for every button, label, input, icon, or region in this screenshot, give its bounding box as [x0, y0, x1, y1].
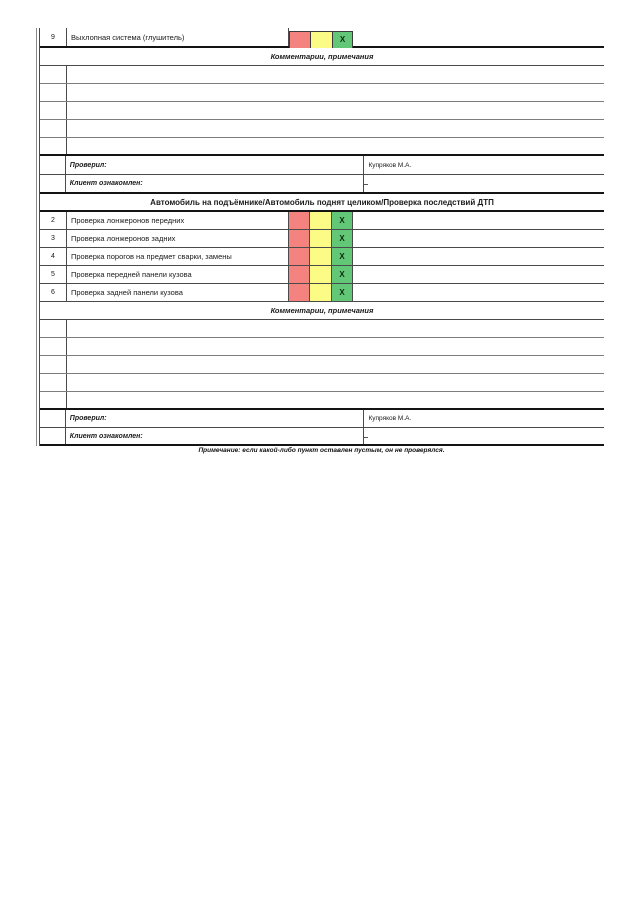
- stray-mark: [364, 437, 368, 438]
- spacer-cell: [40, 410, 66, 427]
- checked-by-row: [40, 156, 604, 175]
- notes-cell: [353, 248, 604, 265]
- comments-header-row: [40, 48, 604, 66]
- status-cell-red: [289, 266, 310, 283]
- row-label: Проверка порогов на предмет сварки, замены: [67, 248, 289, 265]
- status-cell-green: [332, 284, 353, 301]
- comment-row-number-cell: [40, 84, 67, 101]
- status-cell-yellow: [310, 230, 332, 247]
- comment-row-text-cell: [67, 66, 604, 83]
- comment-row-number-cell: [40, 120, 67, 137]
- checklist-row: [40, 284, 604, 302]
- notes-cell: [353, 212, 604, 229]
- row-number: 6: [40, 284, 67, 301]
- status-cell-yellow: [310, 284, 332, 301]
- row-number: 5: [40, 266, 67, 283]
- comment-row: [40, 320, 604, 338]
- status-cell-green: [332, 266, 353, 283]
- client-ack-row: [40, 428, 604, 446]
- spacer-cell: [40, 175, 66, 192]
- check-mark: X: [339, 269, 345, 279]
- inspection-table: [39, 28, 604, 446]
- row-number: 9: [40, 28, 67, 46]
- comment-row-text-cell: [67, 338, 604, 355]
- check-mark: X: [339, 35, 346, 44]
- comment-row-number-cell: [40, 66, 67, 83]
- comment-row-number-cell: [40, 338, 67, 355]
- row-label: Проверка лонжеронов передних: [67, 212, 289, 229]
- status-cells: [289, 28, 353, 46]
- status-cell-red: [289, 230, 310, 247]
- table-left-outer-border: [36, 28, 37, 446]
- checklist-row: [40, 212, 604, 230]
- checklist-row-exhaust: [40, 28, 604, 48]
- status-cell-green: [332, 230, 353, 247]
- comment-row: [40, 120, 604, 138]
- comment-row-number-cell: [40, 356, 67, 373]
- status-cell-red: [289, 212, 310, 229]
- status-cell-yellow: [310, 248, 332, 265]
- row-label: Проверка задней панели кузова: [67, 284, 289, 301]
- spacer-cell: [40, 428, 66, 444]
- checklist-row: [40, 266, 604, 284]
- status-cell-green: [332, 31, 353, 48]
- checklist-row: [40, 230, 604, 248]
- section-title-row: [40, 194, 604, 212]
- comment-row: [40, 66, 604, 84]
- notes-cell: [353, 284, 604, 301]
- comment-row: [40, 102, 604, 120]
- row-label: Проверка лонжеронов задних: [67, 230, 289, 247]
- checked-by-value: Купряков М.А.: [368, 161, 412, 169]
- row-number: 2: [40, 212, 67, 229]
- status-cell-green: [332, 248, 353, 265]
- check-mark: X: [339, 287, 345, 297]
- comment-row-text-cell: [67, 120, 604, 137]
- row-number: 3: [40, 230, 67, 247]
- status-cell-yellow: [310, 212, 332, 229]
- status-cell-red: [289, 31, 310, 48]
- checklist-row: [40, 248, 604, 266]
- comment-row-text-cell: [67, 392, 604, 408]
- notes-cell: [353, 266, 604, 283]
- comments-header-row: [40, 302, 604, 320]
- comment-row: [40, 84, 604, 102]
- comment-row-text-cell: [67, 374, 604, 391]
- row-number: 4: [40, 248, 67, 265]
- status-cell-yellow: [310, 31, 332, 48]
- comments-header: Комментарии, примечания: [270, 306, 374, 315]
- checked-by-label: Проверил:: [66, 156, 365, 174]
- client-ack-label: Клиент ознакомлен:: [66, 428, 365, 444]
- check-mark: X: [339, 233, 345, 243]
- check-mark: X: [339, 215, 345, 225]
- checked-by-row: [40, 410, 604, 428]
- client-ack-value: [364, 428, 604, 444]
- comments-header: Комментарии, примечания: [270, 52, 374, 61]
- status-cell-red: [289, 284, 310, 301]
- row-label: Выхлопная система (глушитель): [67, 28, 289, 46]
- checked-by-value: Купряков М.А.: [368, 415, 412, 422]
- comment-row-text-cell: [67, 138, 604, 154]
- spacer-cell: [40, 156, 66, 174]
- comment-row: [40, 356, 604, 374]
- notes-cell: [353, 230, 604, 247]
- comment-row-text-cell: [67, 356, 604, 373]
- stray-mark: [364, 184, 368, 185]
- checked-by-label: Проверил:: [66, 410, 365, 427]
- status-cell-yellow: [310, 266, 332, 283]
- client-ack-value: [364, 175, 604, 192]
- notes-cell: [353, 28, 604, 46]
- check-mark: X: [339, 251, 345, 261]
- status-cell-green: [332, 212, 353, 229]
- footer-note: Примечание: если какой-либо пункт оставлен пустым, он не проверялся.: [198, 447, 445, 454]
- comment-row-text-cell: [67, 102, 604, 119]
- comment-row: [40, 138, 604, 156]
- status-cell-red: [289, 248, 310, 265]
- comment-row-number-cell: [40, 392, 67, 408]
- comment-row: [40, 392, 604, 410]
- comment-row: [40, 338, 604, 356]
- comment-row-number-cell: [40, 320, 67, 337]
- comment-row-number-cell: [40, 374, 67, 391]
- row-label: Проверка передней панели кузова: [67, 266, 289, 283]
- comment-row-text-cell: [67, 84, 604, 101]
- section-title: Автомобиль на подъёмнике/Автомобиль поднят целиком/Проверка последствий ДТП: [150, 197, 494, 207]
- client-ack-row: [40, 175, 604, 194]
- comment-row-number-cell: [40, 138, 67, 154]
- comment-row-text-cell: [67, 320, 604, 337]
- comment-row-number-cell: [40, 102, 67, 119]
- comment-row: [40, 374, 604, 392]
- client-ack-label: Клиент ознакомлен:: [66, 175, 365, 192]
